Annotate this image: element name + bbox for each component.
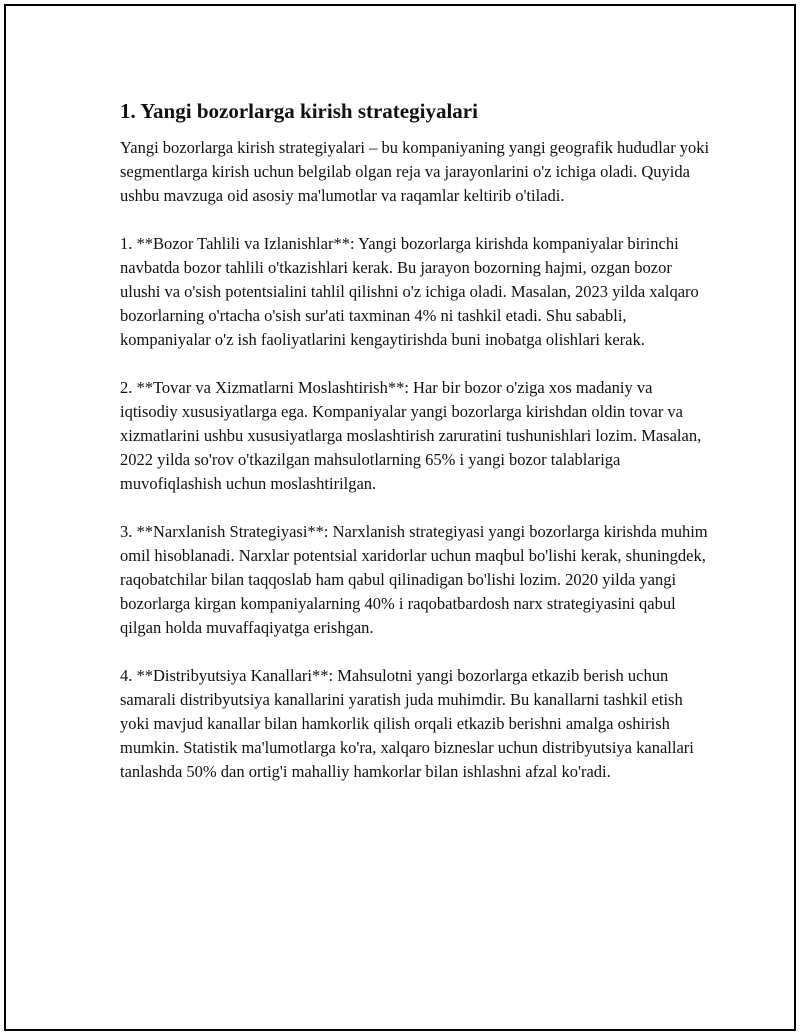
intro-paragraph: Yangi bozorlarga kirish strategiyalari – bu kompaniyaning yangi geografik hududlar yoki segmentlarga kirish uchun belgilab olgan reja va jarayonlarini o'z ichiga oladi. Quyida ushbu mavzuga oid asosiy ma'lumotlar va raqamlar keltirib o'tiladi.	[120, 138, 710, 205]
document-body	[120, 98, 710, 808]
paragraph-market-analysis: 1. **Bozor Tahlili va Izlanishlar**: Yangi bozorlarga kirishda kompaniyalar birinchi navbatda bozor tahlili o'tkazishlari kerak. Bu jarayon bozorning hajmi, ozgan bozor ulushi va o'sish potentsialini tahlil qilishni o'z ichiga oladi. Masalan, 2023 yilda xalqaro bozorlarning o'rtacha o'sish sur'ati taxminan 4% ni tashkil etadi. Shu sababli, kompaniyalar o'z ish faoliyatlarini kengaytirishda buni inobatga olishlari kerak.	[120, 234, 699, 349]
paragraph-pricing-strategy: 3. **Narxlanish Strategiyasi**: Narxlanish strategiyasi yangi bozorlarga kirishda muhim omil hisoblanadi. Narxlar potentsial xaridorlar uchun maqbul bo'lishi kerak, shuningdek, raqobatchilar bilan taqqoslab ham qabul qilinadigan bo'lishi lozim. 2020 yilda yangi bozorlarga kirgan kompaniyalarning 40% i raqobatbardosh narx strategiyasini qabul qilgan holda muvaffaqiyatga erishgan.	[120, 522, 708, 637]
document-page	[4, 4, 796, 1031]
document-title: 1. Yangi bozorlarga kirish strategiyalari	[120, 99, 478, 123]
paragraph-product-adaptation: 2. **Tovar va Xizmatlarni Moslashtirish**: Har bir bozor o'ziga xos madaniy va iqtisodiy xususiyatlarga ega. Kompaniyalar yangi bozorlarga kirishdan oldin tovar va xizmatlarini ushbu xususiyatlarga moslashtirish zaruratini tushunishlari lozim. Masalan, 2022 yilda so'rov o'tkazilgan mahsulotlarning 65% i yangi bozor talablariga muvofiqlashish uchun moslashtirilgan.	[120, 378, 702, 493]
paragraph-distribution-channels: 4. **Distribyutsiya Kanallari**: Mahsulotni yangi bozorlarga etkazib berish uchun samarali distribyutsiya kanallarini yaratish juda muhimdir. Bu kanallarni tashkil etish yoki mavjud kanallar bilan hamkorlik qilish orqali etkazib berishni amalga oshirish mumkin. Statistik ma'lumotlarga ko'ra, xalqaro bizneslar uchun distribyutsiya kanallari tanlashda 50% dan ortig'i mahalliy hamkorlar bilan ishlashni afzal ko'radi.	[120, 666, 694, 781]
